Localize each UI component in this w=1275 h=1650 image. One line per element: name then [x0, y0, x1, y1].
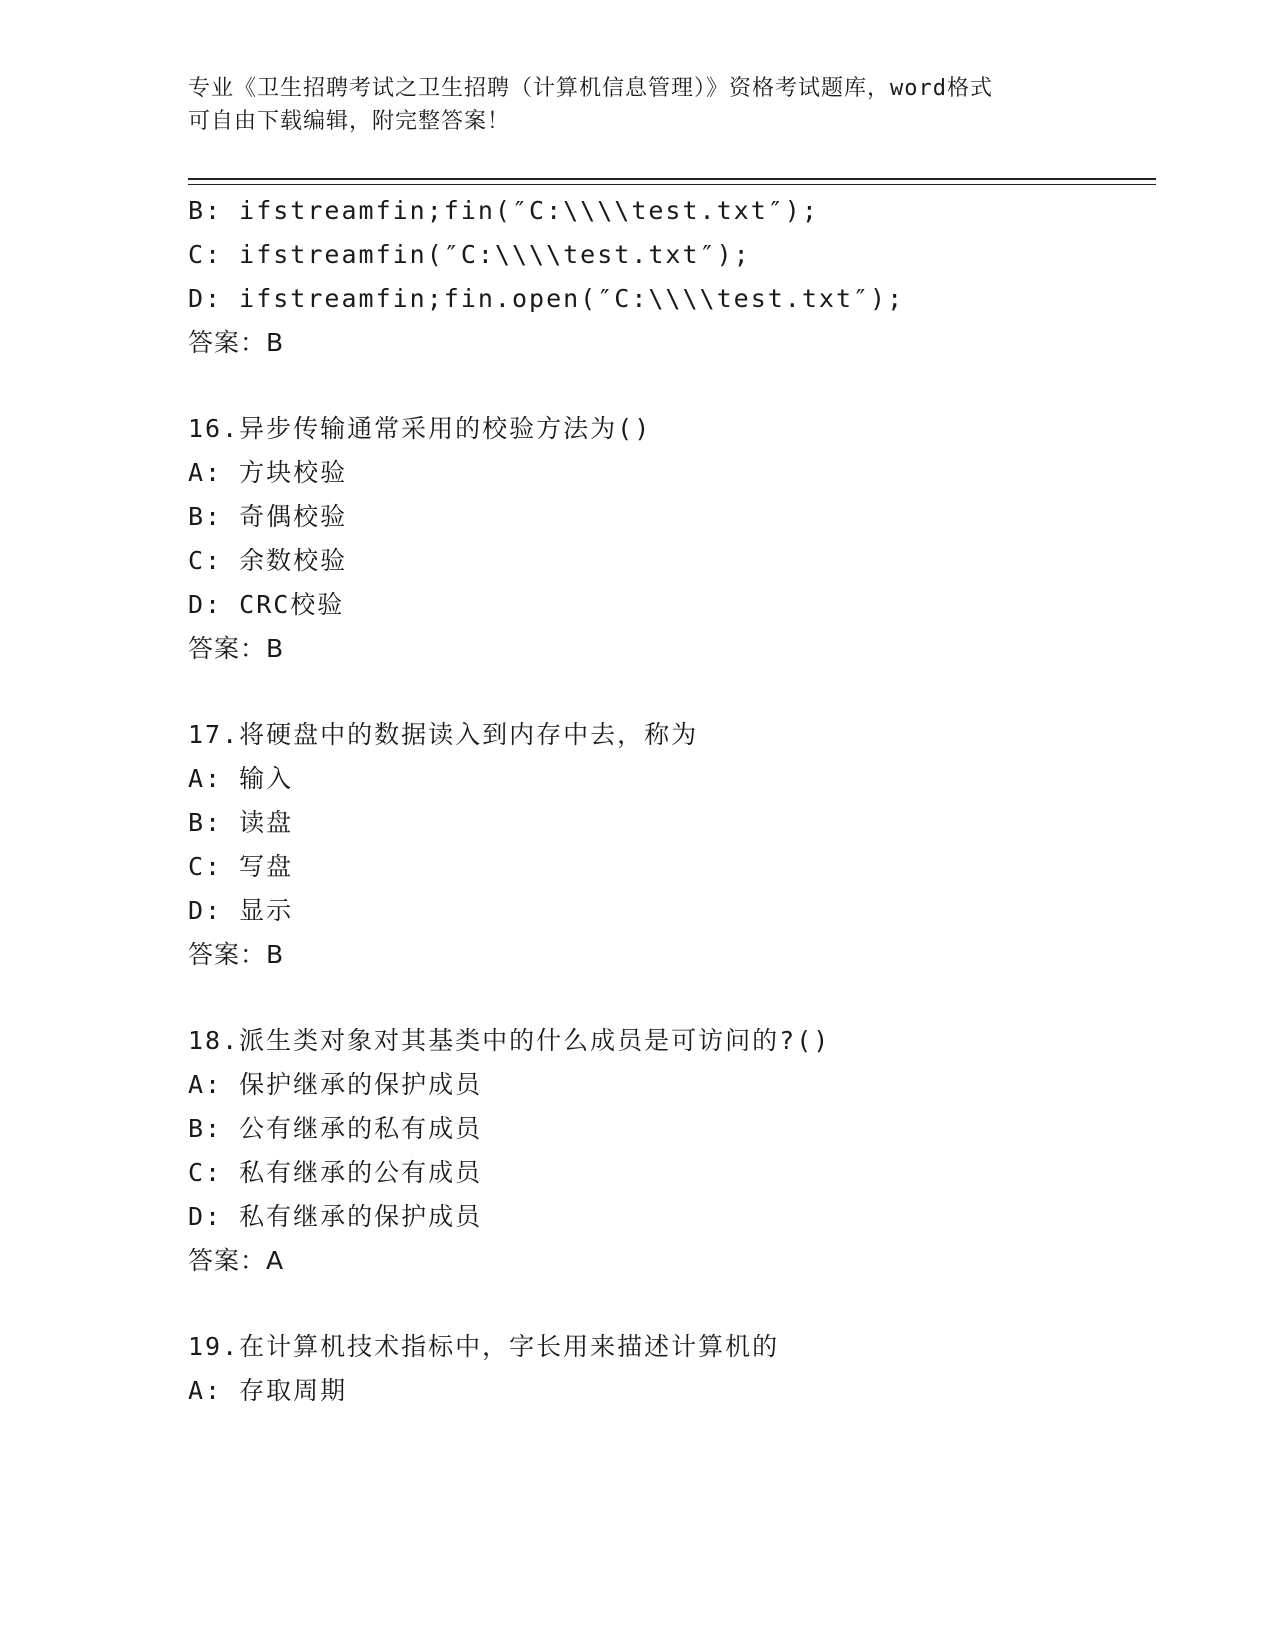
q19-option-a: A: 存取周期 — [188, 1376, 348, 1405]
prev-answer: 答案：B — [188, 328, 285, 357]
q18-answer: 答案：A — [188, 1246, 285, 1275]
prev-option-d: D: ifstreamfin;fin.open(″C:\\\\test.txt″); — [188, 284, 905, 313]
prev-option-c: C: ifstreamfin(″C:\\\\test.txt″); — [188, 240, 751, 269]
q16-option-a: A: 方块校验 — [188, 458, 348, 487]
q18-option-b: B: 公有继承的私有成员 — [188, 1114, 483, 1143]
q17-option-d: D: 显示 — [188, 896, 294, 925]
header-line-2: 可自由下载编辑，附完整答案！ — [188, 109, 511, 134]
q19-stem: 19.在计算机技术指标中，字长用来描述计算机的 — [188, 1332, 780, 1361]
header-rule-thick — [188, 178, 1156, 180]
q18-option-a: A: 保护继承的保护成员 — [188, 1070, 483, 1099]
q17-stem: 17.将硬盘中的数据读入到内存中去，称为 — [188, 720, 699, 749]
q17-option-c: C: 写盘 — [188, 852, 294, 881]
header-line-1: 专业《卫生招聘考试之卫生招聘（计算机信息管理）》资格考试题库，word格式 — [188, 76, 993, 101]
q17-option-b: B: 读盘 — [188, 808, 294, 837]
q16-answer: 答案：B — [188, 634, 285, 663]
q16-stem: 16.异步传输通常采用的校验方法为() — [188, 414, 652, 443]
document-header — [188, 72, 1088, 138]
q18-option-d: D: 私有继承的保护成员 — [188, 1202, 483, 1231]
prev-option-b: B: ifstreamfin;fin(″C:\\\\test.txt″); — [188, 196, 819, 225]
q17-option-a: A: 输入 — [188, 764, 294, 793]
header-rule-thin — [188, 184, 1156, 185]
q16-option-c: C: 余数校验 — [188, 546, 348, 575]
q17-answer: 答案：B — [188, 940, 285, 969]
q18-stem: 18.派生类对象对其基类中的什么成员是可访问的?() — [188, 1026, 831, 1055]
q16-option-d: D: CRC校验 — [188, 590, 345, 619]
q18-option-c: C: 私有继承的公有成员 — [188, 1158, 483, 1187]
q16-option-b: B: 奇偶校验 — [188, 502, 348, 531]
